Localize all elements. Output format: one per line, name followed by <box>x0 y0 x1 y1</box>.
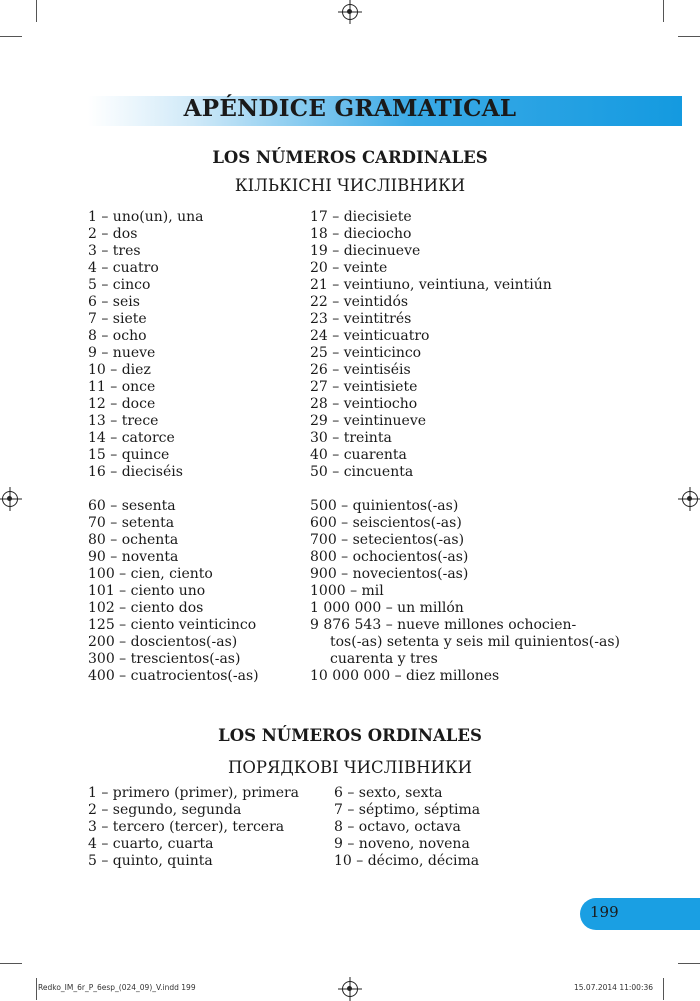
crop-mark <box>36 0 37 22</box>
list-item: 4 – cuarto, cuarta <box>88 836 214 852</box>
list-item: 18 – dieciocho <box>310 226 412 242</box>
list-item: 16 – dieciséis <box>88 464 183 480</box>
list-item: 13 – trece <box>88 413 159 429</box>
list-item: 15 – quince <box>88 447 170 463</box>
list-item: 3 – tres <box>88 243 141 259</box>
list-item: 300 – trescientos(-as) <box>88 651 241 667</box>
crop-mark <box>36 978 37 1000</box>
list-item: 3 – tercero (tercer), tercera <box>88 819 285 835</box>
footer-timestamp: 15.07.2014 11:00:36 <box>574 983 654 992</box>
ordinals-heading-es: LOS NÚMEROS ORDINALES <box>218 726 482 745</box>
list-item: 26 – veintiséis <box>310 362 411 378</box>
list-item: 27 – veintisiete <box>310 379 418 395</box>
footer-file-info: Redko_IM_6r_P_6esp_(024_09)_V.indd 199 <box>38 983 196 992</box>
list-item: 40 – cuarenta <box>310 447 407 463</box>
crop-mark <box>663 0 664 22</box>
list-item: 11 – once <box>88 379 156 395</box>
list-item: 1 – primero (primer), primera <box>88 785 300 801</box>
list-item: 1 000 000 – un millón <box>310 600 464 616</box>
list-item: 9 – noveno, novena <box>334 836 470 852</box>
list-item: 22 – veintidós <box>310 294 409 310</box>
list-item: 800 – ochocientos(-as) <box>310 549 469 565</box>
list-item: 29 – veintinueve <box>310 413 427 429</box>
ordinals-list-1 <box>88 785 299 870</box>
list-item: 30 – treinta <box>310 430 392 446</box>
list-item: 50 – cincuenta <box>310 464 414 480</box>
list-item: 25 – veinticinco <box>310 345 422 361</box>
list-item: 125 – ciento veinticinco <box>88 617 257 633</box>
page-title: APÉNDICE GRAMATICAL <box>183 95 517 122</box>
list-item: 2 – segundo, segunda <box>88 802 242 818</box>
list-item: 14 – catorce <box>88 430 175 446</box>
list-item: 8 – octavo, octava <box>334 819 461 835</box>
list-item: 60 – sesenta <box>88 498 176 514</box>
list-item: 7 – siete <box>88 311 147 327</box>
list-item: 102 – ciento dos <box>88 600 204 616</box>
list-item: 9 – nueve <box>88 345 156 361</box>
list-item: 21 – veintiuno, veintiuna, veintiún <box>310 277 552 293</box>
list-item: 24 – veinticuatro <box>310 328 430 344</box>
cardinals-heading-uk: КІЛЬКІСНІ ЧИСЛІВНИКИ <box>234 176 466 195</box>
list-item: 7 – séptimo, séptima <box>334 802 481 818</box>
list-item: 10 – diez <box>88 362 151 378</box>
list-item: 900 – novecientos(-as) <box>310 566 469 582</box>
cardinals-list-1 <box>88 209 204 481</box>
list-item: 1 – uno(un), una <box>88 209 204 225</box>
list-item: 70 – setenta <box>88 515 175 531</box>
list-item: 80 – ochenta <box>88 532 179 548</box>
list-item: 400 – cuatrocientos(-as) <box>88 668 259 684</box>
registration-mark-icon <box>342 4 358 20</box>
list-item: 4 – cuatro <box>88 260 159 276</box>
list-item: 10 – décimo, décima <box>334 853 480 869</box>
list-item: 10 000 000 – diez millones <box>310 668 500 684</box>
list-item: 17 – diecisiete <box>310 209 412 225</box>
list-item: 101 – ciento uno <box>88 583 206 599</box>
list-item: 1000 – mil <box>310 583 384 599</box>
crop-mark <box>0 36 22 37</box>
cardinals-list-2 <box>310 209 552 481</box>
list-item: 700 – setecientos(-as) <box>310 532 465 548</box>
page-number: 199 <box>590 903 619 921</box>
list-item: 19 – diecinueve <box>310 243 421 259</box>
list-item: 20 – veinte <box>310 260 388 276</box>
crop-mark <box>0 963 22 964</box>
crop-mark <box>678 963 700 964</box>
list-item: 200 – doscientos(-as) <box>88 634 238 650</box>
cardinals-heading-es: LOS NÚMEROS CARDINALES <box>212 148 488 167</box>
list-item: 90 – noventa <box>88 549 179 565</box>
list-item: 12 – doce <box>88 396 156 412</box>
registration-mark-icon <box>342 981 358 997</box>
list-item: 5 – cinco <box>88 277 151 293</box>
list-item: 9 876 543 – nueve millones ochocien- <box>310 617 577 633</box>
list-item: 5 – quinto, quinta <box>88 853 213 869</box>
crop-mark <box>678 36 700 37</box>
list-item: 8 – ocho <box>88 328 147 344</box>
list-item-continuation: cuarenta y tres <box>330 651 438 667</box>
crop-mark <box>663 978 664 1000</box>
list-item: 6 – seis <box>88 294 140 310</box>
list-item-continuation: tos(-as) setenta y seis mil quinientos(-as) <box>330 634 620 650</box>
list-item: 28 – veintiocho <box>310 396 418 412</box>
list-item: 500 – quinientos(-as) <box>310 498 459 514</box>
list-item: 2 – dos <box>88 226 138 242</box>
ordinals-heading-uk: ПОРЯДКОВІ ЧИСЛІВНИКИ <box>227 758 473 777</box>
cardinals-list-3 <box>88 498 259 685</box>
ordinals-list-2 <box>334 785 480 870</box>
list-item: 600 – seiscientos(-as) <box>310 515 462 531</box>
list-item: 6 – sexto, sexta <box>334 785 443 801</box>
list-item: 23 – veintitrés <box>310 311 412 327</box>
registration-mark-icon <box>2 491 18 507</box>
registration-mark-icon <box>682 491 698 507</box>
cardinals-list-4 <box>310 498 620 685</box>
list-item: 100 – cien, ciento <box>88 566 213 582</box>
